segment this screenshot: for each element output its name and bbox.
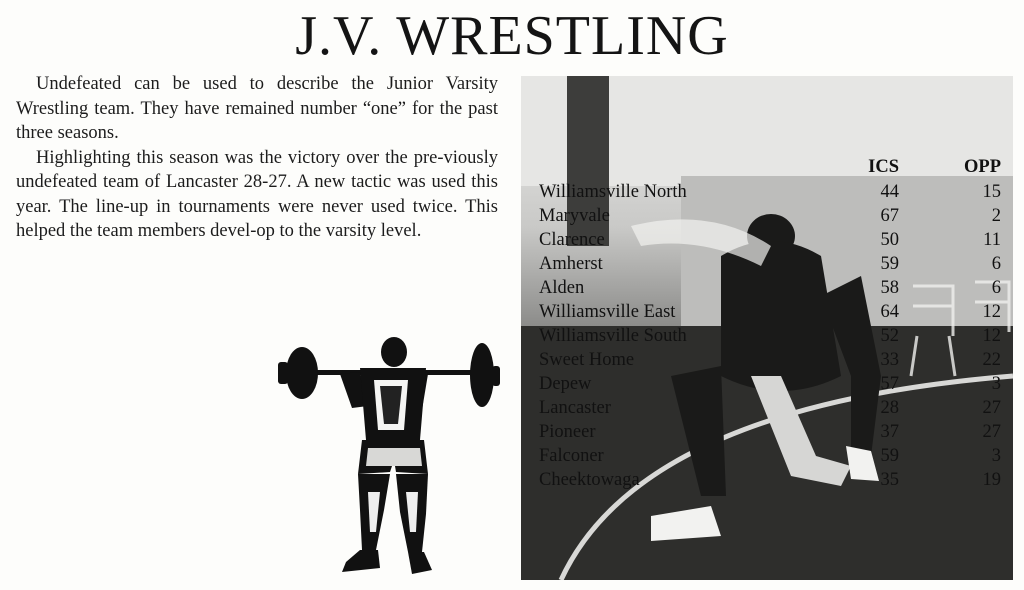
results-row	[539, 276, 1005, 300]
results-row	[539, 180, 1005, 204]
opp-score: 11	[983, 230, 1001, 250]
team-name: Sweet Home	[539, 350, 635, 370]
opp-score: 27	[982, 398, 1001, 418]
ics-score: 67	[880, 206, 899, 226]
results-row	[539, 252, 1005, 276]
team-name: Cheektowaga	[539, 470, 640, 490]
results-row	[539, 420, 1005, 444]
results-row	[539, 300, 1005, 324]
ics-score: 58	[880, 278, 899, 298]
opp-score: 19	[982, 470, 1001, 490]
results-row	[539, 468, 1005, 492]
ics-score: 44	[880, 182, 899, 202]
team-name: Williamsville North	[539, 182, 687, 202]
results-row	[539, 228, 1005, 252]
opp-score: 6	[991, 254, 1001, 274]
opp-score: 3	[991, 374, 1001, 394]
team-name: Amherst	[539, 254, 603, 274]
opp-score: 12	[982, 326, 1001, 346]
ics-score: 59	[880, 254, 899, 274]
results-row	[539, 444, 1005, 468]
ics-score: 64	[880, 302, 899, 322]
ics-score: 57	[880, 374, 899, 394]
ics-score: 59	[880, 446, 899, 466]
team-name: Clarence	[539, 230, 605, 250]
opp-score: 2	[991, 206, 1001, 226]
results-table	[539, 156, 1005, 492]
opp-score: 3	[991, 446, 1001, 466]
opp-score: 12	[982, 302, 1001, 322]
opp-score: 6	[991, 278, 1001, 298]
opp-score: 22	[982, 350, 1001, 370]
team-name: Maryvale	[539, 206, 610, 226]
team-name: Depew	[539, 374, 592, 394]
results-row	[539, 372, 1005, 396]
opp-score: 27	[982, 422, 1001, 442]
ics-score: 28	[880, 398, 899, 418]
ics-score: 33	[880, 350, 899, 370]
page-title: J.V. WRESTLING	[295, 5, 729, 67]
ics-score: 35	[880, 470, 899, 490]
ics-score: 52	[880, 326, 899, 346]
ics-score: 50	[880, 230, 899, 250]
article-text	[16, 72, 498, 244]
results-row	[539, 204, 1005, 228]
ics-score: 37	[880, 422, 899, 442]
team-name: Lancaster	[539, 398, 611, 418]
opp-score: 15	[982, 182, 1001, 202]
team-name: Falconer	[539, 446, 604, 466]
results-header	[539, 156, 1005, 178]
results-row	[539, 324, 1005, 348]
team-name: Williamsville East	[539, 302, 676, 322]
wrestling-match-photo	[521, 76, 1013, 580]
team-name: Williamsville South	[539, 326, 687, 346]
results-row	[539, 348, 1005, 372]
team-name: Alden	[539, 278, 585, 298]
article-paragraph: Undefeated can be used to describe the Junior Varsity Wrestling team. They have remained number “one” for the past three seasons.	[16, 74, 498, 143]
team-name: Pioneer	[539, 422, 596, 442]
results-row	[539, 396, 1005, 420]
weightlifter-illustration	[276, 332, 502, 582]
ics-header: ICS	[868, 157, 899, 177]
article-paragraph: Highlighting this season was the victory over the pre-viously undefeated team of Lancaster 28-27. A new tactic was used this year. The line-up in tournaments were never used twice. This helped the team members devel-op to the varsity level.	[16, 147, 498, 241]
opp-header: OPP	[964, 157, 1001, 177]
